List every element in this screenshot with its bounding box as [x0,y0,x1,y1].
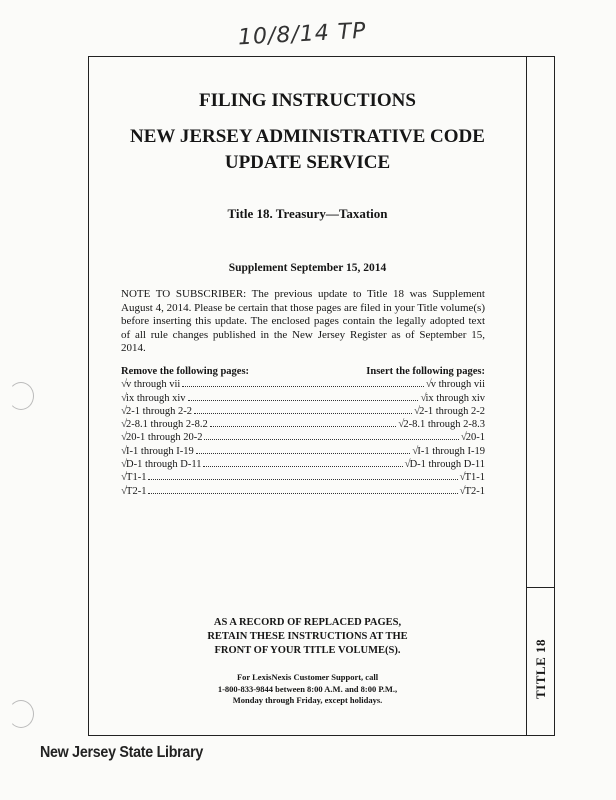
check-mark-icon: √ [121,484,128,497]
record-notice-line2: RETAIN THESE INSTRUCTIONS AT THE [207,631,408,642]
code-title-line1: NEW JERSEY ADMINISTRATIVE CODE [130,126,485,147]
list-row [121,485,485,498]
check-mark-icon: √ [121,404,128,417]
check-mark-icon: √ [414,404,421,417]
side-tab [527,56,555,736]
leader-dots [204,438,458,440]
leader-dots [203,465,402,467]
remove-pages: ix through xiv [126,392,186,404]
insert-pages: 2-8.1 through 2-8.3 [403,419,485,431]
insert-pages: v through vii [430,379,485,391]
record-notice-line3: FRONT OF YOUR TITLE VOLUME(S). [214,645,401,656]
remove-header: Remove the following pages: [121,366,250,377]
insert-header: Insert the following pages: [366,366,485,377]
handwritten-date-note: 10/8/14 TP [237,18,368,51]
record-notice [88,616,527,658]
library-stamp: New Jersey State Library [40,744,204,761]
check-mark-icon: √ [412,444,419,457]
subscriber-note: NOTE TO SUBSCRIBER: The previous update to Title 18 was Supplement August 4, 2014. Please be certain that those pages are filed in your Title volume(s) before inserting this update. The enclosed pages contain the legally adopted text of all rule changes published in the New Jersey Register as of September 15, 2014. [121,288,485,355]
check-mark-icon: √ [425,378,432,391]
check-mark-icon: √ [121,378,128,391]
list-header [121,365,485,378]
section-title: Title 18. Treasury—Taxation [227,206,388,221]
page-title: FILING INSTRUCTIONS [199,90,416,111]
leader-dots [182,385,423,387]
insert-pages: ix through xiv [425,392,485,404]
check-mark-icon: √ [121,391,128,404]
insert-pages: 2-1 through 2-2 [419,405,485,417]
list-row [121,471,485,484]
insert-pages: T1-1 [464,472,485,484]
check-mark-icon: √ [459,484,466,497]
check-mark-icon: √ [460,431,467,444]
insert-pages: T2-1 [464,485,485,497]
remove-pages: D-1 through D-11 [126,459,202,471]
check-mark-icon: √ [404,458,411,471]
support-line1: For LexisNexis Customer Support, call [236,672,379,682]
check-mark-icon: √ [121,418,128,431]
leader-dots [148,492,457,494]
leader-dots [210,425,397,427]
check-mark-icon: √ [121,458,128,471]
leader-dots [148,478,457,480]
remove-pages: T2-1 [126,485,147,497]
remove-pages: T1-1 [126,472,147,484]
support-line3: Monday through Friday, except holidays. [232,695,383,705]
customer-support [88,672,527,707]
remove-pages: 2-1 through 2-2 [126,405,192,417]
list-row [121,458,485,471]
list-row [121,445,485,458]
support-line2: 1-800-833-9844 between 8:00 A.M. and 8:00 P.M., [217,683,398,694]
list-row [121,392,485,405]
punch-hole-top [8,382,34,410]
record-notice-line1: AS A RECORD OF REPLACED PAGES, [213,617,402,628]
remove-pages: I-1 through I-19 [126,445,194,457]
check-mark-icon: √ [459,471,466,484]
insert-pages: D-1 through D-11 [409,459,485,471]
check-mark-icon: √ [420,391,427,404]
remove-pages: v through vii [126,379,181,391]
leader-dots [194,412,412,414]
side-tab-label: TITLE 18 [533,639,548,699]
supplement-date: Supplement September 15, 2014 [228,262,387,274]
punch-hole-bottom [8,700,34,728]
list-row [121,378,485,391]
list-row [121,431,485,444]
leader-dots [188,399,419,401]
insert-pages: 20-1 [465,432,485,444]
code-title-line2: UPDATE SERVICE [224,152,391,173]
page-replacement-list [121,365,485,498]
list-row [121,405,485,418]
check-mark-icon: √ [398,418,405,431]
remove-pages: 2-8.1 through 2-8.2 [126,419,208,431]
check-mark-icon: √ [121,471,128,484]
check-mark-icon: √ [121,444,128,457]
side-tab-divider [527,587,554,588]
list-row [121,418,485,431]
leader-dots [196,452,411,454]
insert-pages: I-1 through I-19 [417,445,485,457]
code-title [88,124,527,176]
remove-pages: 20-1 through 20-2 [126,432,203,444]
check-mark-icon: √ [121,431,128,444]
